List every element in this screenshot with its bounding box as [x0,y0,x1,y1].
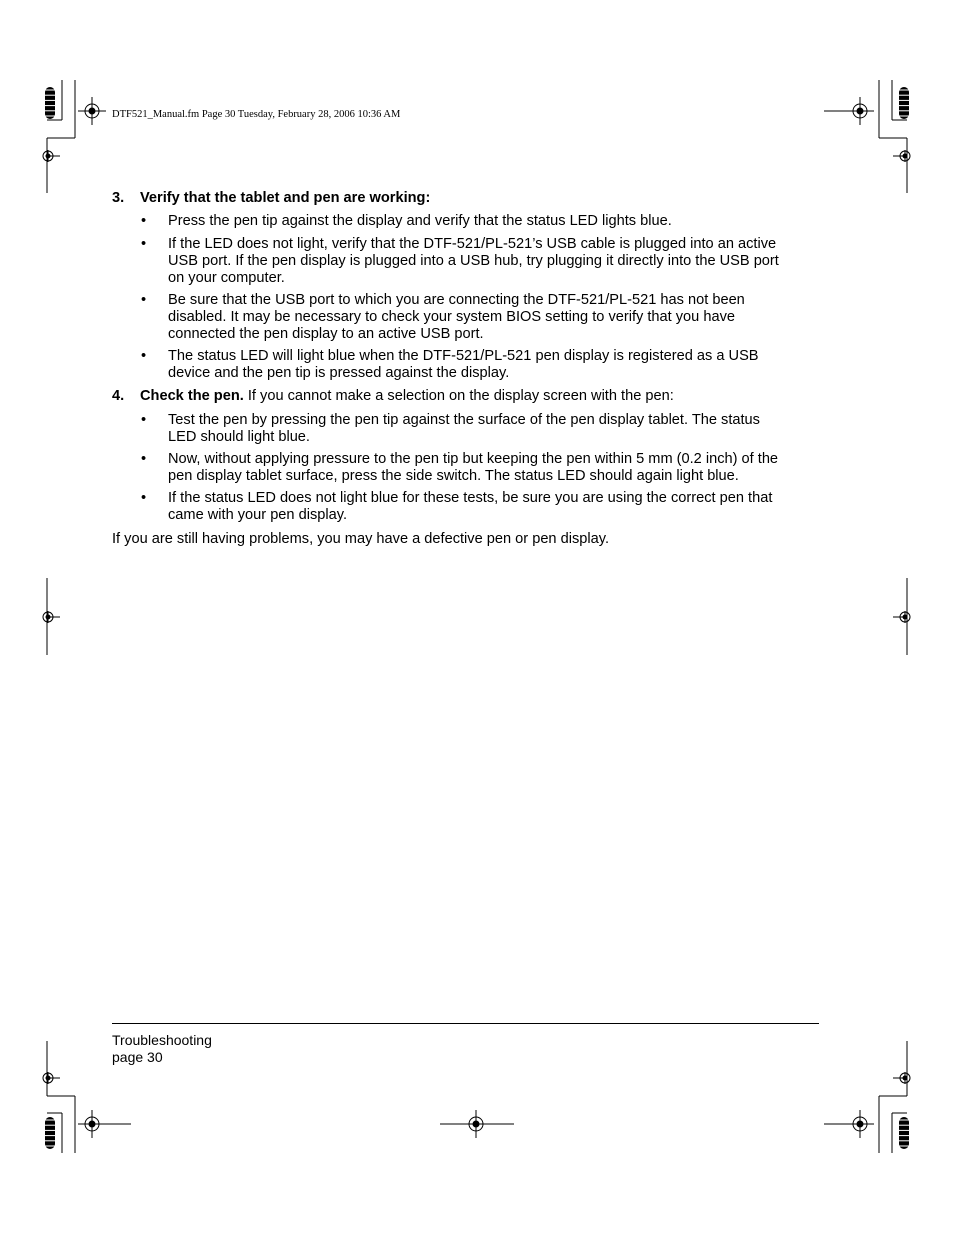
registration-target-dot [89,108,96,115]
registration-target-dot [89,1121,96,1128]
color-bar-mark [899,1117,909,1149]
footer-divider [112,1023,819,1024]
step-3 [112,190,824,209]
list-item [112,236,824,287]
list-item-line: disabled. It may be necessary to check your system BIOS setting to verify that you have [168,309,735,325]
step-heading: Verify that the tablet and pen are working: [140,190,431,206]
list-item-line: Press the pen tip against the display and verify that the status LED lights blue. [168,213,672,229]
list-item [112,412,824,446]
step-intro: If you cannot make a selection on the display screen with the pen: [247,388,674,404]
page-footer [112,1032,212,1066]
list-item [112,451,824,485]
color-bar-mark [899,87,909,119]
list-item-line: Be sure that the USB port to which you are connecting the DTF-521/PL-521 has not been [168,292,745,308]
instructions-body [112,190,824,548]
list-item [112,348,824,382]
step-number: 4. [112,388,125,404]
step-heading: Check the pen. [140,388,244,404]
footer-section-title: Troubleshooting [112,1032,212,1048]
list-item-line: If the LED does not light, verify that the DTF-521/PL-521’s USB cable is plugged into an active [168,236,777,252]
bullet-dot: • [141,412,147,428]
edge-target-dot [46,154,51,159]
list-item-line: device and the pen tip is pressed against the display. [168,365,510,381]
list-item-line: Now, without applying pressure to the pen tip but keeping the pen within 5 mm (0.2 inch) of the [168,451,779,467]
list-item [112,292,824,343]
bullet-dot: • [141,213,147,229]
color-bar-mark [45,1117,55,1149]
list-item-line: came with your pen display. [168,507,347,523]
list-item-line: on your computer. [168,270,285,286]
list-item-line: LED should light blue. [168,429,310,445]
edge-target-dot [903,615,908,620]
edge-target-dot [903,1076,908,1081]
list-item [112,490,824,524]
list-item-line: connected the pen display to an active USB port. [168,326,484,342]
list-item-line: If the status LED does not light blue for these tests, be sure you are using the correct pen that [168,490,773,506]
bullet-dot: • [141,348,147,364]
bullet-dot: • [141,292,147,308]
registration-target-dot [473,1121,480,1128]
list-item-line: pen display tablet surface, press the side switch. The status LED should again light blue. [168,468,739,484]
color-bar-mark [45,87,55,119]
conclusion-text: If you are still having problems, you may have a defective pen or pen display. [112,531,609,547]
registration-target-dot [857,108,864,115]
footer-page-number: page 30 [112,1049,163,1065]
bullet-dot: • [141,451,147,467]
edge-target-dot [46,615,51,620]
list-item-line: Test the pen by pressing the pen tip against the surface of the pen display tablet. The status [168,412,760,428]
list-item [112,213,824,230]
bullet-dot: • [141,236,147,252]
print-slug-line: DTF521_Manual.fm Page 30 Tuesday, February 28, 2006 10:36 AM [112,109,401,120]
list-item-line: USB port. If the pen display is plugged into a USB hub, try plugging it directly into the USB port [168,253,779,269]
step-4 [112,388,824,405]
registration-target-dot [857,1121,864,1128]
edge-target-dot [46,1076,51,1081]
bullet-dot: • [141,490,147,506]
list-item-line: The status LED will light blue when the DTF-521/PL-521 pen display is registered as a USB [168,348,759,364]
step-number: 3. [112,190,125,206]
